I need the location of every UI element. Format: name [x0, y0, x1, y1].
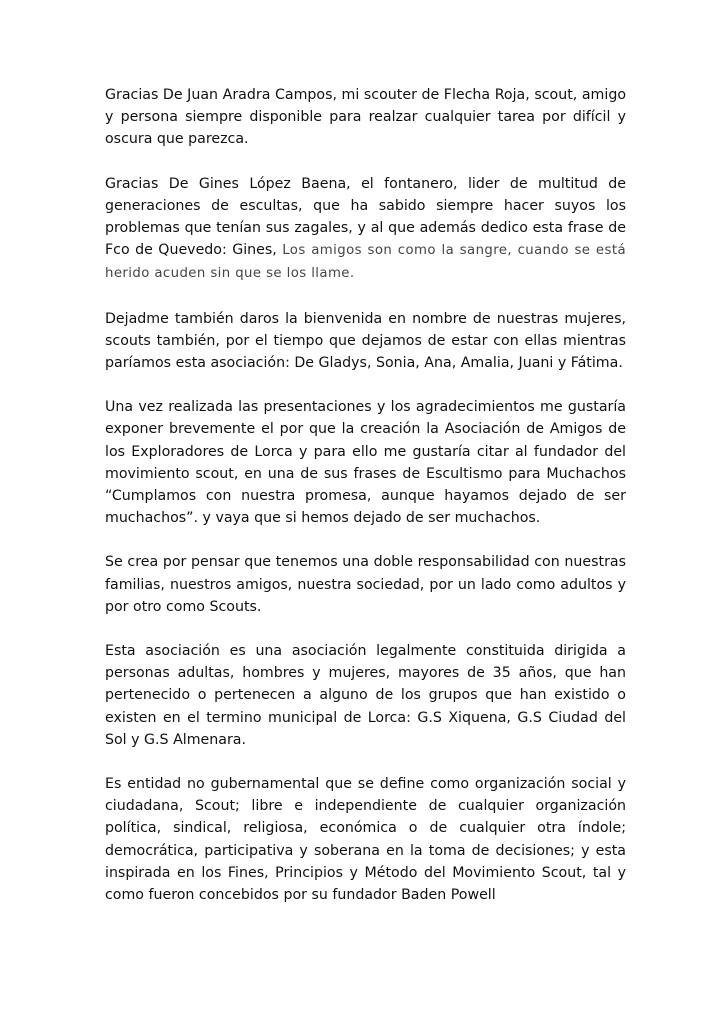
paragraph-text: Dejadme también daros la bienvenida en nombre de nuestras mujeres, scouts también, por el tiempo que dejamos de estar con ellas mientras paríamos esta asociación: De Gladys, Sonia, Ana, Amalia, Juani y Fátima. — [105, 310, 626, 372]
paragraph-text: Es entidad no gubernamental que se define como organización social y ciudadana, Scout; libre e independiente de cualquier organización política, sindical, religiosa, económica o de cualquier otra índole; democrática, participativa y soberana en la toma de decisiones; y esta inspirada en los Fines, Principios y Método del Movimiento Scout, tal y como fueron concebidos por su fundador Baden Powell — [105, 776, 626, 904]
paragraph-association-definition — [105, 640, 626, 751]
paragraph-welcome-women — [105, 308, 626, 375]
paragraph-thanks-juan — [105, 84, 626, 151]
paragraph-entity-definition — [105, 773, 626, 906]
document-page — [105, 84, 626, 906]
paragraph-text: Esta asociación es una asociación legalmente constituida dirigida a personas adultas, hombres y mujeres, mayores de 35 años, que han pertenecido o pertenecen a alguno de los grupos que han existido o existen en el termino municipal de Lorca: G.S Xiquena, G.S Ciudad del Sol y G.S Almenara. — [105, 643, 626, 748]
paragraph-thanks-gines — [105, 173, 626, 286]
quevedo-quote: Los amigos son como la sangre, cuando se está herido acuden sin que se los llame. — [105, 243, 626, 282]
paragraph-text: Una vez realizada las presentaciones y los agradecimientos me gustaría exponer brevemente el por que la creación la Asociación de Amigos de los Exploradores de Lorca y para ello me gustaría citar al fundador del movimiento scout, en una de sus frases de Escultismo para Muchachos “Cumplamos con nuestra promesa, aunque hayamos dejado de ser muchachos”. y vaya que si hemos dejado de ser muchachos. — [105, 399, 626, 527]
paragraph-text: Gracias De Gines López Baena, el fontanero, lider de multitud de generaciones de escultas, que ha sabido siempre hacer suyos los problemas que tenían sus zagales, y al que además dedico esta frase de Fco de Quevedo: Gines, — [105, 175, 626, 259]
paragraph-text: Se crea por pensar que tenemos una doble responsabilidad con nuestras familias, nuestros amigos, nuestra sociedad, por un lado como adultos y por otro como Scouts. — [105, 554, 626, 615]
paragraph-responsibility — [105, 551, 626, 618]
paragraph-association-reason — [105, 396, 626, 529]
paragraph-text: Gracias De Juan Aradra Campos, mi scouter de Flecha Roja, scout, amigo y persona siempre disponible para realzar cualquier tarea por difícil y oscura que parezca. — [105, 87, 626, 148]
